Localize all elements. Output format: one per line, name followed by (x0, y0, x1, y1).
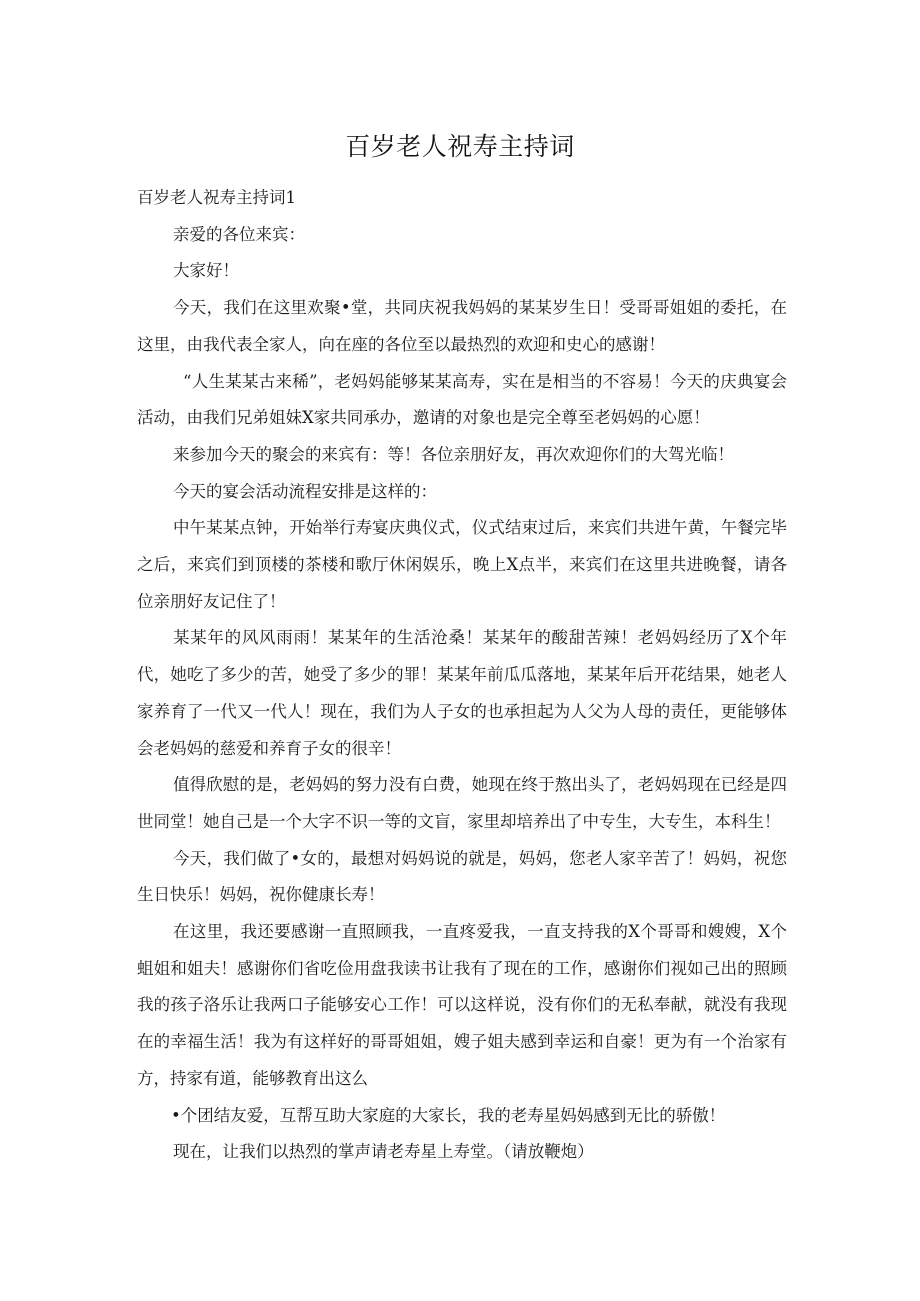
paragraph: 在这里，我还要感谢一直照顾我，一直疼爱我，一直支持我的X个哥哥和嫂嫂，X个蛆姐和姐夫！感谢你们省吃俭用盘我读书让我有了现在的工作，感谢你们视如己出的照顾我的孩子洛乐让我两口子能够安心工作！可以这样说，没有你们的无私奉献，就没有我现在的幸福生活！我为有这样好的哥哥姐姐，嫂子姐夫感到幸运和自豪！更为有一个治家有方，持家有道，能够教育出这么 (137, 922, 787, 1088)
salutation: 亲爱的各位来宾： (173, 224, 305, 244)
paragraph: “人生某某古来稀”，老妈妈能够某某高寿，实在是相当的不容易！今天的庆典宴会活动，由我们兄弟姐妹X家共同承办，邀请的对象也是完全尊至老妈妈的心愿！ (137, 371, 787, 428)
paragraph: 值得欣慰的是，老妈妈的努力没有白费，她现在终于熬出头了，老妈妈现在已经是四世同堂！她自己是一个大字不识一等的文盲，家里却培养出了中专生，大专生，本科生！ (137, 775, 787, 831)
paragraph: 现在，让我们以热烈的掌声请老寿星上寿堂。（请放鞭炮） (173, 1142, 594, 1162)
section-heading: 百岁老人祝寿主持词1 (137, 188, 296, 207)
greeting: 大家好！ (173, 261, 239, 281)
paragraph: •个团结友爱，互帮互助大家庭的大家长，我的老寿星妈妈感到无比的骄傲！ (171, 1105, 726, 1125)
paragraph: 来参加今天的聚会的来宾有：等！各位亲朋好友，再次欢迎你们的大驾光临！ (173, 444, 734, 464)
paragraph: 今天，我们在这里欢聚•堂，共同庆祝我妈妈的某某岁生日！受哥哥姐姐的委托，在这里，由我代表全家人，向在座的各位至以最热烈的欢迎和史心的感谢！ (137, 298, 787, 354)
document-body (137, 180, 787, 1171)
paragraph: 今天，我们做了•女的，最想对妈妈说的就是，妈妈，您老人家辛苦了！妈妈，祝您生日快乐！妈妈，祝你健康长寿！ (137, 848, 787, 905)
paragraph: 某某年的风风雨雨！某某年的生活沧桑！某某年的酸甜苦辣！老妈妈经历了X个年代，她吃了多少的苦，她受了多少的罪！某某年前瓜瓜落地，某某年后开花结果，她老人家养育了一代又一代人！现在，我们为人子女的也承担起为人父为人母的责任，更能够体会老妈妈的慈爱和养育子女的很辛！ (137, 628, 787, 758)
paragraph: 今天的宴会活动流程安排是这样的： (173, 481, 437, 501)
document-title: 百岁老人祝寿主持词 (345, 132, 575, 161)
paragraph: 中午某某点钟，开始举行寿宴庆典仪式，仪式结束过后，来宾们共进午黄，午餐完毕之后，来宾们到顶楼的茶楼和歌厅休闲娱乐，晚上X点半，来宾们在这里共进晚餐，请各位亲朋好友记住了！ (137, 518, 787, 611)
